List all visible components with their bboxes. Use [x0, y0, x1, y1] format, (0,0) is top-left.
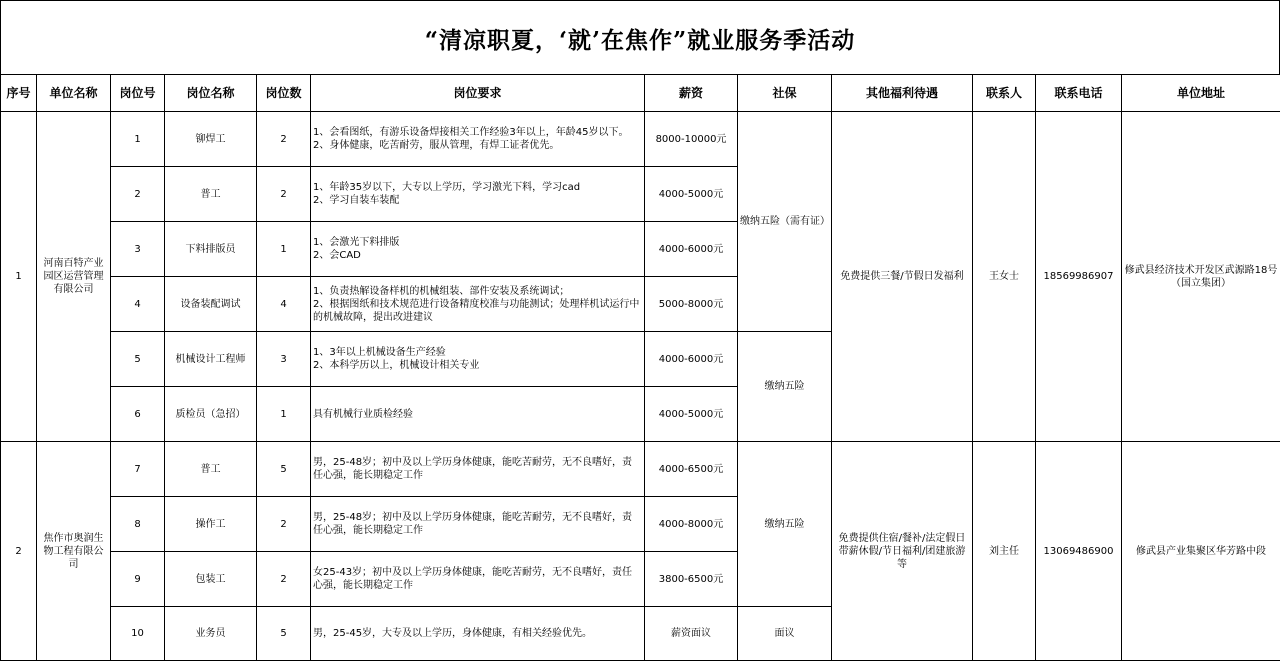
job-name: 机械设计工程师 [165, 332, 257, 387]
company-address: 修武县产业集聚区华芳路中段 [1122, 442, 1280, 661]
job-salary: 5000-8000元 [645, 277, 738, 332]
page-title: “清凉职夏，‘就’在焦作”就业服务季活动 [0, 0, 1280, 75]
job-salary: 4000-5000元 [645, 387, 738, 442]
job-name: 包装工 [165, 552, 257, 607]
company-phone: 13069486900 [1036, 442, 1122, 661]
job-name: 质检员（急招） [165, 387, 257, 442]
header-job-name: 岗位名称 [165, 75, 257, 112]
job-no: 9 [111, 552, 165, 607]
job-count: 3 [257, 332, 311, 387]
job-requirements: 具有机械行业质检经验 [311, 387, 645, 442]
job-requirements: 1、会激光下料排版 2、会CAD [311, 222, 645, 277]
header-address: 单位地址 [1122, 75, 1280, 112]
job-table [0, 74, 1280, 661]
social-insurance: 面议 [738, 607, 832, 661]
job-name: 铆焊工 [165, 112, 257, 167]
company-seq: 2 [1, 442, 37, 661]
table-row [1, 112, 1280, 167]
job-requirements: 女25-43岁；初中及以上学历身体健康，能吃苦耐劳，无不良嗜好，责任心强，能长期稳定工作 [311, 552, 645, 607]
job-no: 1 [111, 112, 165, 167]
job-requirements: 1、负责热解设备样机的机械组装、部件安装及系统调试； 2、根据图纸和技术规范进行设备精度校准与功能测试；处理样机试运行中的机械故障，提出改进建议 [311, 277, 645, 332]
job-requirements: 1、3年以上机械设备生产经验 2、本科学历以上，机械设计相关专业 [311, 332, 645, 387]
job-count: 5 [257, 442, 311, 497]
company-contact: 刘主任 [973, 442, 1036, 661]
job-name: 普工 [165, 167, 257, 222]
job-salary: 4000-5000元 [645, 167, 738, 222]
job-salary: 薪资面议 [645, 607, 738, 661]
company-contact: 王女士 [973, 112, 1036, 442]
job-count: 4 [257, 277, 311, 332]
job-salary: 4000-6500元 [645, 442, 738, 497]
job-no: 3 [111, 222, 165, 277]
job-requirements: 男，25-45岁，大专及以上学历，身体健康，有相关经验优先。 [311, 607, 645, 661]
job-salary: 3800-6500元 [645, 552, 738, 607]
header-requirements: 岗位要求 [311, 75, 645, 112]
job-no: 10 [111, 607, 165, 661]
job-count: 2 [257, 112, 311, 167]
header-phone: 联系电话 [1036, 75, 1122, 112]
header-benefits: 其他福利待遇 [832, 75, 973, 112]
table-row [1, 442, 1280, 497]
company-address: 修武县经济技术开发区武源路18号 （国立集团） [1122, 112, 1280, 442]
company-benefits: 免费提供住宿/餐补/法定假日带薪休假/节日福利/团建旅游等 [832, 442, 973, 661]
company-phone: 18569986907 [1036, 112, 1122, 442]
company-seq: 1 [1, 112, 37, 442]
job-count: 1 [257, 222, 311, 277]
job-name: 设备装配调试 [165, 277, 257, 332]
job-name: 普工 [165, 442, 257, 497]
job-no: 4 [111, 277, 165, 332]
job-requirements: 1、会看图纸，有游乐设备焊接相关工作经验3年以上，年龄45岁以下。 2、身体健康，吃苦耐劳，服从管理，有焊工证者优先。 [311, 112, 645, 167]
job-salary: 4000-6000元 [645, 332, 738, 387]
header-seq: 序号 [1, 75, 37, 112]
job-no: 5 [111, 332, 165, 387]
job-count: 2 [257, 497, 311, 552]
job-name: 业务员 [165, 607, 257, 661]
job-name: 操作工 [165, 497, 257, 552]
header-contact: 联系人 [973, 75, 1036, 112]
company-name: 河南百特产业园区运营管理有限公司 [37, 112, 111, 442]
header-job-count: 岗位数 [257, 75, 311, 112]
job-no: 8 [111, 497, 165, 552]
header-social: 社保 [738, 75, 832, 112]
job-salary: 4000-8000元 [645, 497, 738, 552]
job-requirements: 1、年龄35岁以下，大专以上学历，学习激光下料，学习cad 2、学习自装车装配 [311, 167, 645, 222]
job-count: 2 [257, 167, 311, 222]
job-no: 2 [111, 167, 165, 222]
header-company: 单位名称 [37, 75, 111, 112]
social-insurance: 缴纳五险（需有证） [738, 112, 832, 332]
social-insurance: 缴纳五险 [738, 332, 832, 442]
header-salary: 薪资 [645, 75, 738, 112]
job-count: 5 [257, 607, 311, 661]
job-salary: 8000-10000元 [645, 112, 738, 167]
job-count: 2 [257, 552, 311, 607]
job-no: 7 [111, 442, 165, 497]
job-requirements: 男，25-48岁；初中及以上学历身体健康，能吃苦耐劳，无不良嗜好，责任心强，能长期稳定工作 [311, 497, 645, 552]
job-count: 1 [257, 387, 311, 442]
company-name: 焦作市奥润生物工程有限公司 [37, 442, 111, 661]
job-no: 6 [111, 387, 165, 442]
job-salary: 4000-6000元 [645, 222, 738, 277]
header-row [1, 75, 1280, 112]
job-requirements: 男，25-48岁；初中及以上学历身体健康，能吃苦耐劳，无不良嗜好，责任心强，能长期稳定工作 [311, 442, 645, 497]
social-insurance: 缴纳五险 [738, 442, 832, 607]
company-benefits: 免费提供三餐/节假日发福利 [832, 112, 973, 442]
job-name: 下料排版员 [165, 222, 257, 277]
header-job-no: 岗位号 [111, 75, 165, 112]
